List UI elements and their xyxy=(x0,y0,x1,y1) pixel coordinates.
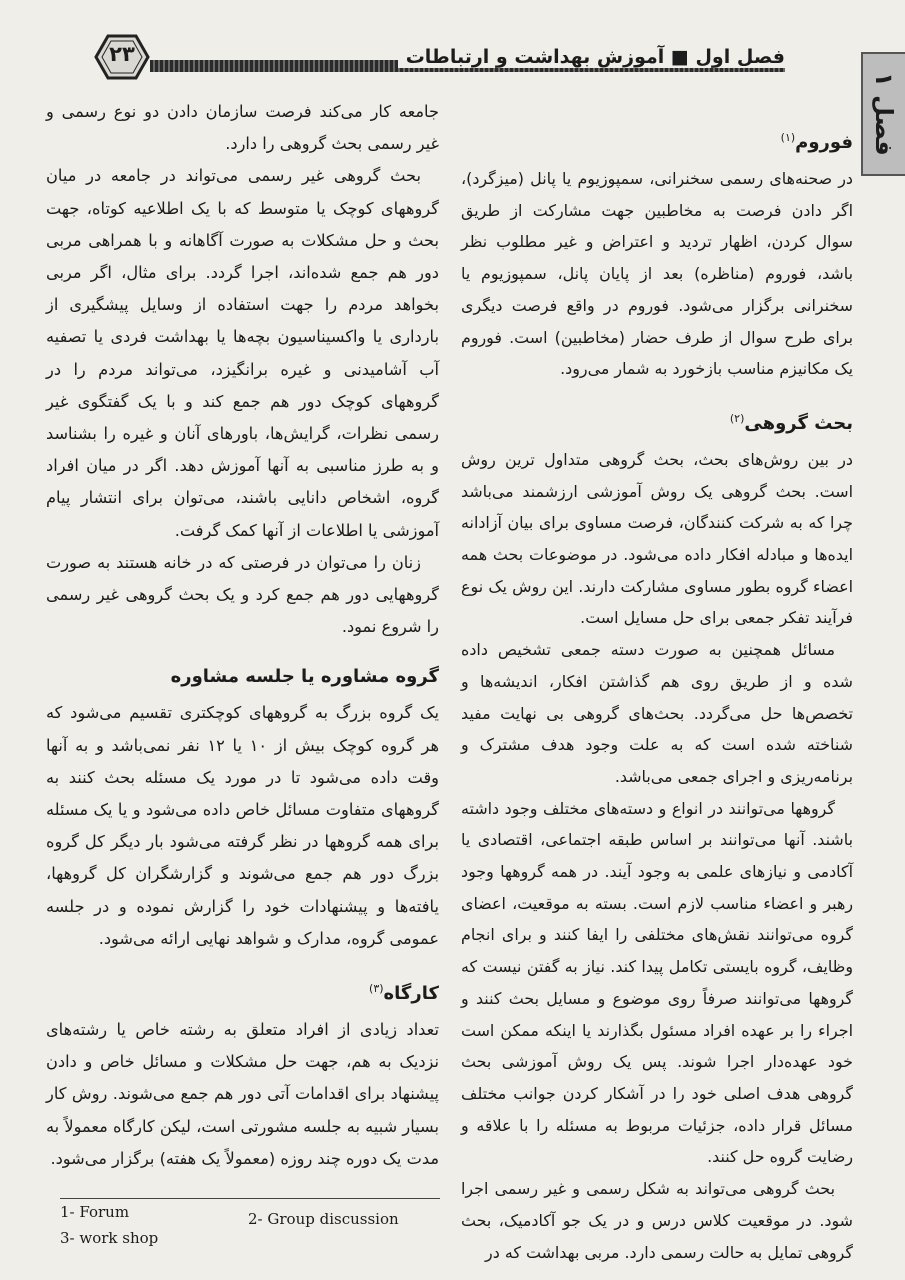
left-column xyxy=(46,96,439,1175)
paragraph: گروهها می‌توانند در انواع و دسته‌های مختلف وجود داشته باشند. آنها می‌توانند بر اساس طبقه اجتماعی، اقتصادی یا آکادمی و نیازهای علمی به وجود آیند. در همه گروهها وجود رهبر و اعضاء مناسب لازم است. بسته به موقعیت، اعضای گروه می‌توانند نقش‌های مختلفی را ایفا کنند و برای انجام وظایف، گروه بایستی تکامل پیدا کند. نیاز به گفتن نیست که گروهها می‌توانند صرفاً روی موضوع و مسایل بحث کنند و اجراء را بر عهده افراد مسئول بگذارند یا اینکه ممکن است خود عهده‌دار اجرا شوند. پس یک روش آموزشی بحث گروهی هدف اصلی خود را در آشکار کردن جوانب مختلف مسائل قرار داده، جزئیات مربوط به مسئله را با علاقه و رضایت گروه حل کنند. xyxy=(461,798,853,1167)
footnote-mark: (۳) xyxy=(369,982,384,996)
section-heading-counseling-group: گروه مشاوره یا جلسه مشاوره xyxy=(170,666,439,688)
right-column xyxy=(461,122,853,1268)
section-heading-workshop: کارگاه$^{(۳)}$ xyxy=(369,982,439,1005)
paragraph: بحث گروهی غیر رسمی می‌تواند در جامعه در میان گروههای کوچک یا متوسط که با یک اطلاعیه کوتاه، جهت بحث و حل مشکلات به صورت آگاهانه و با همراهی مربی دور هم جمع شده‌اند، اجرا گردد. برای مثال، اگر مربی بخواهد مردم را جهت استفاده از وسایل پیشگیری از بارداری یا واکسیناسیون بچه‌ها یا بهداشت فردی یا تصفیه آب آشامیدنی و غیره برانگیزد، می‌تواند مردم را در گروههای کوچک دور هم جمع کند و با یک گفتگوی غیر رسمی نظرات، گرایش‌ها، باورهای آنان و غیره را بشناسد و به طرز مناسبی به آنها آموزش دهد. اگر در میان افراد گروه، اشخاص دانایی باشند، می‌توان برای انتشار پیام آموزشی یا اطلاعات از آنها کمک گرفت. xyxy=(46,166,439,540)
chapter-title: فصل اول ■ آموزش بهداشت و ارتباطات xyxy=(398,46,793,68)
paragraph: زنان را می‌توان در فرصتی که در خانه هستند به صورت گروههایی دور هم جمع کرد و یک بحث گروهی غیر رسمی را شروع نمود. xyxy=(46,552,439,637)
footnote-mark: (۲) xyxy=(729,411,745,425)
footnote-3: 3- work shop xyxy=(60,1229,159,1247)
page-number: ۲۳ xyxy=(109,42,135,66)
side-tab-label: فصل ۱ xyxy=(870,72,898,156)
paragraph: مسائل همچنین به صورت دسته جمعی تشخیص داده شده و از طریق روی هم گذاشتن افکار، اندیشه‌ها و تخصص‌ها حل می‌گردد. بحث‌های گروهی بی نهایت مفید شناخته شده است که به علت وجود هدف مشترک و برنامه‌ریزی و اجرای جمعی می‌باشد. xyxy=(461,640,853,786)
footnote-mark: (۱) xyxy=(780,131,796,144)
section-heading-forum: فوروم$^{(۱)}$ xyxy=(780,131,853,153)
paragraph: در بین روش‌های بحث، بحث گروهی متداول ترین روش است. بحث گروهی یک روش آموزشی ارزشمند می‌باشد چرا که به شرکت کنندگان، فرصت مساوی برای بیان آزادانه ایده‌ها و مبادله افکار داده می‌شود. در موضوعات بحث همه اعضاء گروه بطور مساوی مشارکت دارند. این روش یک نوع فرآیند تفکر جمعی برای حل مسایل است. xyxy=(461,449,853,628)
paragraph: جامعه کار می‌کند فرصت سازمان دادن دو نوع رسمی و غیر رسمی بحث گروهی را دارد. xyxy=(46,102,439,154)
paragraph: تعداد زیادی از افراد متعلق به رشته خاص یا رشته‌های نزدیک به هم، جهت حل مشکلات و مسائل خاص و دادن پیشنهاد برای اقدامات آتی دور هم جمع می‌شوند. روش کار بسیار شبیه به جلسه مشورتی است، لیکن کارگاه معمولاً به مدت یک دوره چند روزه (معمولاً یک هفته) برگزار می‌شود. xyxy=(46,1020,439,1168)
footnote-rule xyxy=(60,1198,440,1199)
paragraph: بحث گروهی می‌تواند به شکل رسمی و غیر رسمی اجرا شود. در موقعیت کلاس درس و در یک جو آکادمیک، بحث گروهی تمایل به حالت رسمی دارد. مربی بهداشت که در xyxy=(461,1179,853,1262)
section-heading-group-discussion: بحث گروهی$^{(۲)}$ xyxy=(729,411,853,434)
chapter-side-tab xyxy=(861,52,905,176)
footnote-1: 1- Forum xyxy=(60,1203,130,1221)
paragraph: یک گروه بزرگ به گروههای کوچکتری تقسیم می‌شود که هر گروه کوچک بیش از ۱۰ یا ۱۲ نفر نمی‌باشد و به آنها وقت داده می‌شود تا در مورد یک مسئله بحث کنند به گروههای متفاوت مسائل خاص داده می‌شود و یا یک مسئله برای همه گروهها در نظر گرفته می‌شود بار دیگر کل گروه بزرگ دور هم جمع می‌شوند و گزارشگران کل گروهها، یافته‌ها و پیشنهادات خود را گزارش نموده و در جلسه عمومی گروه، مدارک و شواهد نهایی ارائه می‌شود. xyxy=(46,703,439,948)
footnote-2: 2- Group discussion xyxy=(248,1210,399,1228)
paragraph: در صحنه‌های رسمی سخنرانی، سمپوزیوم یا پانل (میزگرد)، اگر دادن فرصت به مخاطبین جهت مشارکت از طریق سوال کردن، اظهار تردید و اعتراض و غیر مطلوب نظر باشد، فوروم (مناظره) بعد از پایان پانل، سمپوزیوم یا سخنرانی برگزار می‌شود. فوروم در واقع فرصت دیگری برای طرح سوال از طرف حضار (مخاطبین) است. فوروم یک مکانیزم مناسب بازخورد به شمار می‌رود. xyxy=(461,169,853,379)
page-number-badge xyxy=(92,32,152,82)
